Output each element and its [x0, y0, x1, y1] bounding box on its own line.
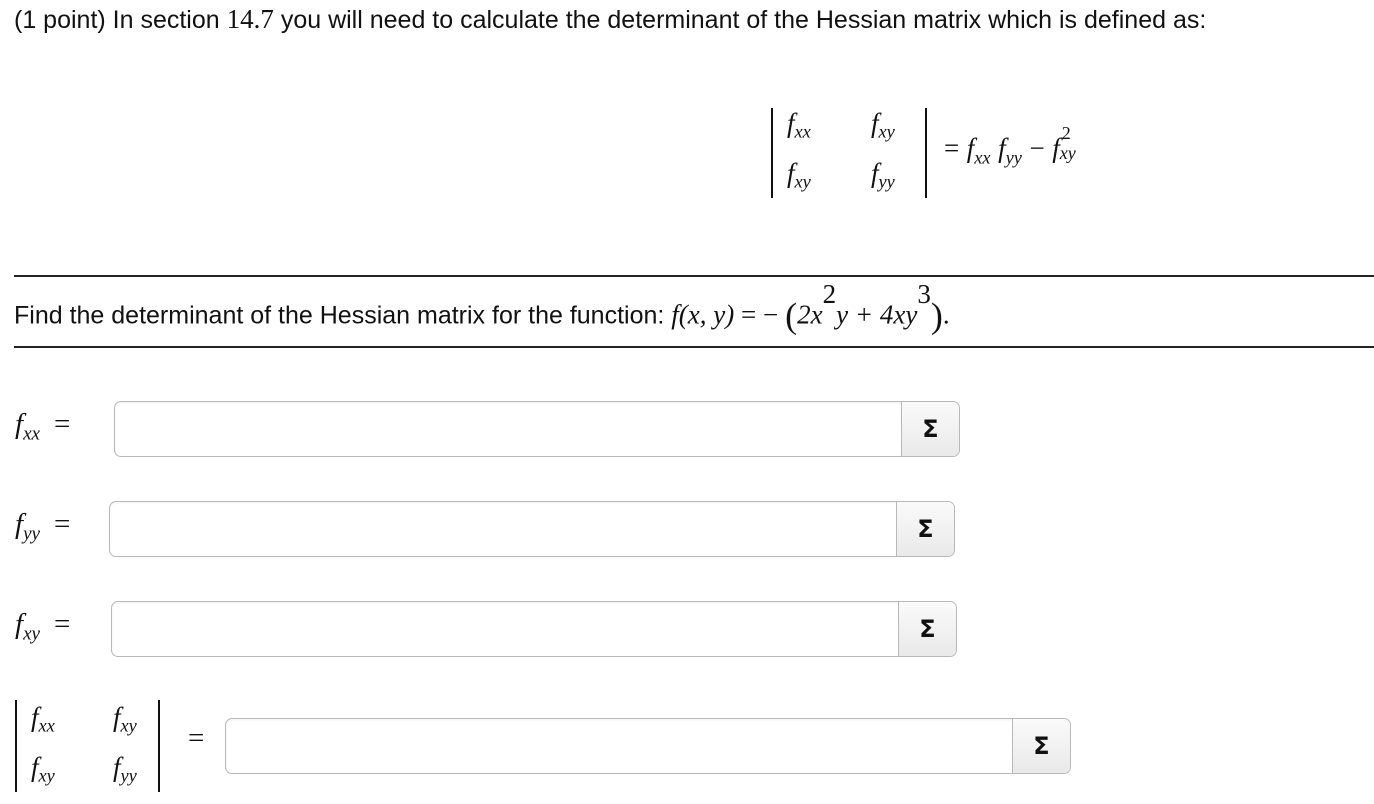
fxy-answer-field	[111, 601, 957, 657]
hessian-definition-rhs: = $f_{xx}$ $f_{yy} - f$ 2 xy	[944, 133, 1090, 164]
sigma-icon: Σ	[919, 615, 936, 643]
matrix-cell-fxy-lower: $f_{xy}$	[787, 158, 811, 192]
determinant-left-bar	[771, 108, 773, 198]
divider-bottom	[14, 346, 1374, 348]
matrix-cell-fxy-lower: $f_{xy}$	[31, 752, 55, 786]
intro-prefix: (1 point) In section	[14, 6, 227, 34]
fyy-input[interactable]	[110, 502, 896, 556]
fxx-input[interactable]	[115, 402, 901, 456]
sigma-icon: Σ	[917, 515, 934, 543]
intro-text	[14, 4, 1206, 35]
determinant-right-bar	[158, 700, 160, 792]
intro-suffix: you will need to calculate the determinant of the Hessian matrix which is defined as:	[273, 6, 1207, 34]
fxy-input[interactable]	[112, 602, 898, 656]
problem-prefix: Find the determinant of the Hessian matrix for the function:	[14, 301, 672, 330]
section-number: 14.7	[226, 4, 274, 34]
equals-minus: = −	[734, 299, 779, 330]
matrix-cell-fyy: $f_{yy}$	[113, 752, 137, 786]
matrix-cell-fyy: $f_{yy}$	[871, 158, 895, 192]
determinant-answer-field	[225, 718, 1071, 774]
matrix-cell-fxy: $f_{xy}$	[113, 702, 137, 736]
function-lhs: f(x, y)	[671, 299, 735, 330]
determinant-equals: =	[188, 722, 205, 754]
sigma-icon: Σ	[922, 415, 939, 443]
fxy-label: $f_{xy}$ =	[15, 608, 71, 645]
matrix-cell-fxx: $f_{xx}$	[787, 108, 811, 142]
fyy-label: $f_{yy}$ =	[15, 508, 71, 545]
sigma-icon: Σ	[1033, 732, 1050, 760]
fxx-label: $f_{xx}$ =	[15, 408, 71, 445]
fxx-equation-editor-button[interactable]	[901, 402, 959, 456]
determinant-answer-label	[15, 700, 160, 792]
matrix-cell-fxx: $f_{xx}$	[31, 702, 55, 736]
fxy-equation-editor-button[interactable]	[898, 602, 956, 656]
fyy-equation-editor-button[interactable]	[896, 502, 954, 556]
hessian-definition-determinant	[771, 108, 927, 198]
determinant-right-bar	[925, 108, 927, 198]
problem-statement: Find the determinant of the Hessian matrix for the function: f(x, y) = − $(2x^2y + 4xy^3)$.	[14, 279, 950, 336]
fxx-answer-field	[114, 401, 960, 457]
determinant-equation-editor-button[interactable]	[1012, 719, 1070, 773]
supsub-block: 2 xy	[1059, 123, 1076, 163]
fyy-answer-field	[109, 501, 955, 557]
determinant-left-bar	[15, 700, 17, 792]
determinant-input[interactable]	[226, 719, 1012, 773]
divider-top	[14, 275, 1374, 277]
matrix-cell-fxy: $f_{xy}$	[871, 108, 895, 142]
